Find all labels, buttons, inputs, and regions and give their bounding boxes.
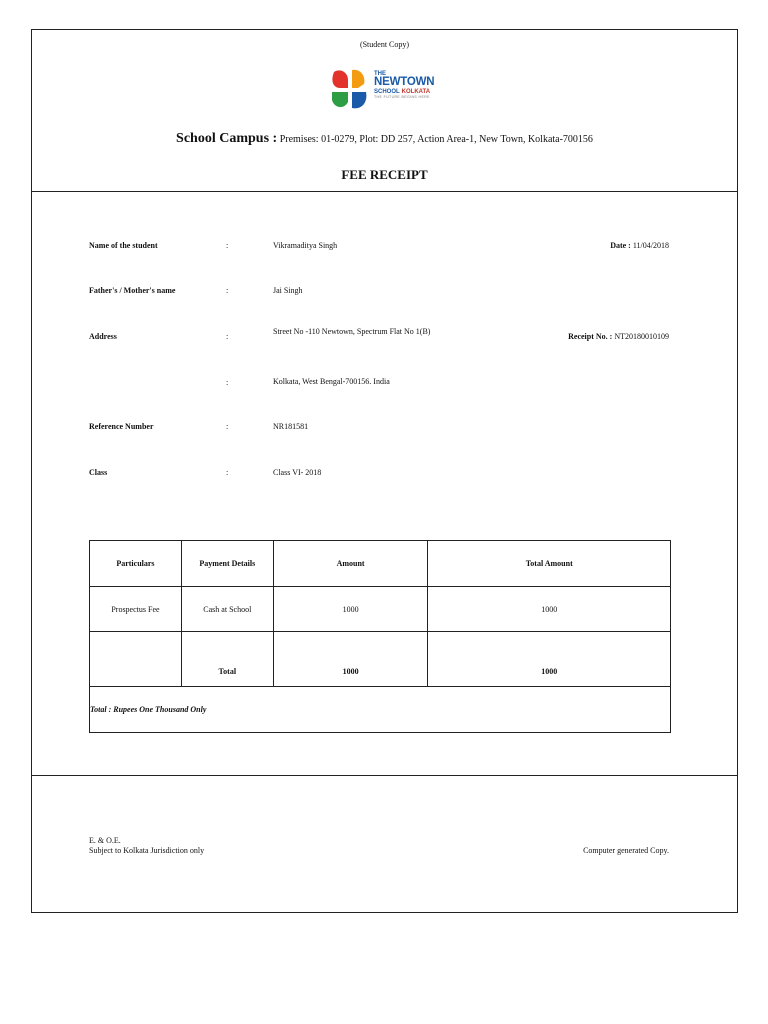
- fees-table-header: [90, 541, 671, 587]
- total-amount: 1000: [273, 632, 428, 687]
- total-empty-cell: [90, 632, 182, 687]
- date-value: 11/04/2018: [632, 241, 669, 250]
- eoe-note: E. & O.E.: [89, 836, 121, 845]
- total-label: Total: [181, 632, 273, 687]
- address-label: Address: [89, 332, 117, 341]
- reference-number-label: Reference Number: [89, 422, 154, 431]
- address-line1: Street No -110 Newtown, Spectrum Flat No 1(B): [273, 327, 431, 336]
- logo-newtown: NEWTOWN: [374, 76, 435, 88]
- header-payment-details: Payment Details: [181, 541, 273, 587]
- parent-name-colon: :: [226, 286, 229, 295]
- reference-number-colon: :: [226, 422, 229, 431]
- receipt-number-label: Receipt No. :: [568, 332, 613, 341]
- receipt-frame: [31, 29, 738, 913]
- school-logo-icon: [330, 68, 370, 114]
- student-name-value: Vikramaditya Singh: [273, 241, 338, 250]
- cell-total-amount: 1000: [428, 587, 671, 632]
- logo-kolkata-word: KOLKATA: [401, 88, 431, 95]
- date-label: Date :: [610, 241, 631, 250]
- parent-name-value: Jai Singh: [273, 286, 303, 295]
- campus-label: School Campus :: [176, 131, 278, 146]
- logo-the: THE: [374, 71, 386, 77]
- campus-address-text: Premises: 01-0279, Plot: DD 257, Action Area-1, New Town, Kolkata-700156: [279, 134, 593, 145]
- header-divider: [32, 191, 737, 192]
- class-label: Class: [89, 468, 108, 477]
- footer-divider: [32, 775, 737, 776]
- header-particulars: Particulars: [90, 541, 182, 587]
- fees-table: [89, 540, 671, 733]
- class-colon: :: [226, 468, 229, 477]
- footer-left: [89, 836, 204, 856]
- logo-school-word: SCHOOL: [374, 88, 400, 95]
- total-total-amount: 1000: [428, 632, 671, 687]
- address-line2-colon: :: [226, 378, 229, 387]
- student-name-colon: :: [226, 241, 229, 250]
- amount-in-words: Total : Rupees One Thousand Only: [90, 687, 671, 733]
- page-title: FEE RECEIPT: [341, 167, 428, 182]
- date-field: [610, 241, 669, 250]
- cell-particulars: Prospectus Fee: [90, 587, 182, 632]
- header-total-amount: Total Amount: [428, 541, 671, 587]
- address-colon: :: [226, 332, 229, 341]
- receipt-number-value: NT20180010109: [614, 332, 669, 341]
- cell-amount: 1000: [273, 587, 428, 632]
- school-logo: [330, 68, 442, 114]
- campus-address: [32, 131, 737, 147]
- receipt-number-field: [568, 332, 669, 341]
- logo-tagline: THE FUTURE BEGINS HERE: [374, 94, 430, 99]
- parent-name-label: Father's / Mother's name: [89, 286, 176, 295]
- copy-label: (Student Copy): [359, 40, 410, 49]
- total-row: [90, 632, 671, 687]
- student-name-label: Name of the student: [89, 241, 158, 250]
- table-row: [90, 587, 671, 632]
- class-value: Class VI- 2018: [273, 468, 322, 477]
- jurisdiction-note: Subject to Kolkata Jurisdiction only: [89, 846, 205, 855]
- reference-number-value: NR181581: [273, 422, 309, 431]
- cell-payment-details: Cash at School: [181, 587, 273, 632]
- school-logo-text: [374, 71, 434, 99]
- amount-in-words-row: [90, 687, 671, 733]
- address-line2: Kolkata, West Bengal-700156. India: [273, 377, 390, 386]
- header-amount: Amount: [273, 541, 428, 587]
- logo-school: [374, 89, 434, 95]
- computer-generated-note: Computer generated Copy.: [583, 846, 669, 855]
